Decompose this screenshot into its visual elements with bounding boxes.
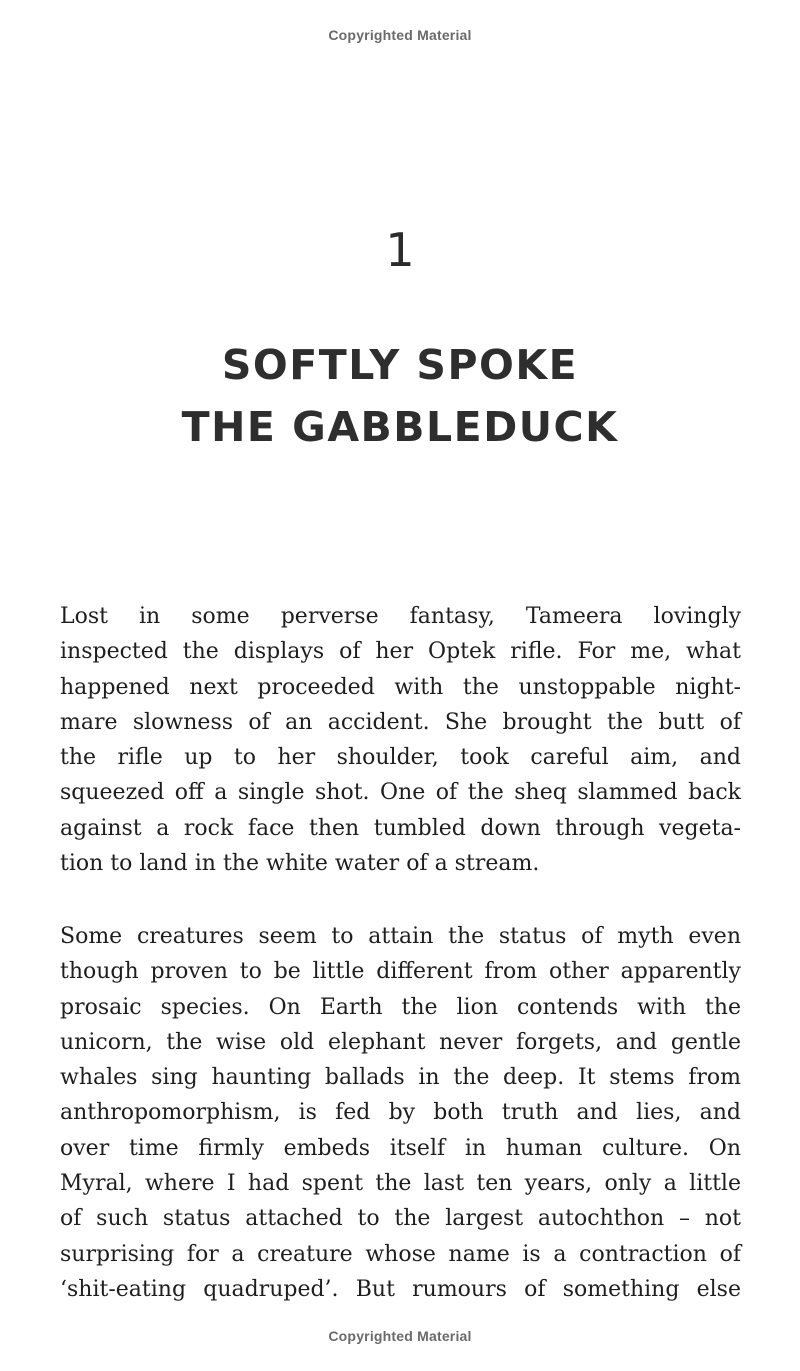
- chapter-title: [0, 334, 800, 458]
- text-line: Myral, where I had spent the last ten years, only a little: [60, 1171, 741, 1197]
- text-line: over time firmly embeds itself in human culture. On: [60, 1135, 741, 1161]
- text-line: squeezed off a single shot. One of the sheq slammed back: [60, 780, 741, 806]
- text-line: whales sing haunting ballads in the deep. It stems from: [60, 1065, 741, 1091]
- chapter-number: 1: [385, 223, 415, 277]
- text-line: mare slowness of an accident. She brought the butt of: [60, 709, 741, 735]
- body-paragraph-1: [60, 599, 741, 881]
- text-line: surprising for a creature whose name is a contraction of: [60, 1241, 741, 1267]
- text-line: the rifle up to her shoulder, took careful aim, and: [60, 745, 741, 771]
- body-paragraph-2: [60, 919, 741, 1307]
- chapter-title-line-2: THE GABBLEDUCK: [181, 403, 619, 451]
- text-line: prosaic species. On Earth the lion contends with the: [60, 994, 741, 1020]
- text-line: happened next proceeded with the unstoppable night-: [60, 674, 741, 700]
- text-line: ‘shit-eating quadruped’. But rumours of something else: [60, 1276, 741, 1302]
- copyright-watermark-bottom: Copyrighted Material: [328, 1328, 472, 1344]
- text-line: Some creatures seem to attain the status of myth even: [60, 924, 741, 949]
- text-line: against a rock face then tumbled down through vegeta-: [60, 815, 741, 841]
- text-line: inspected the displays of her Optek rifle. For me, what: [60, 639, 741, 665]
- text-line: Lost in some perverse fantasy, Tameera lovingly: [60, 604, 741, 629]
- chapter-title-line-1: SOFTLY SPOKE: [221, 341, 579, 389]
- text-line: of such status attached to the largest autochthon – not: [60, 1206, 741, 1232]
- copyright-watermark-top: Copyrighted Material: [328, 27, 472, 43]
- text-line: anthropomorphism, is fed by both truth and lies, and: [60, 1100, 741, 1126]
- text-line: unicorn, the wise old elephant never forgets, and gentle: [60, 1029, 741, 1055]
- text-line: though proven to be little different from other apparently: [60, 959, 741, 985]
- text-line: tion to land in the white water of a stream.: [60, 851, 540, 877]
